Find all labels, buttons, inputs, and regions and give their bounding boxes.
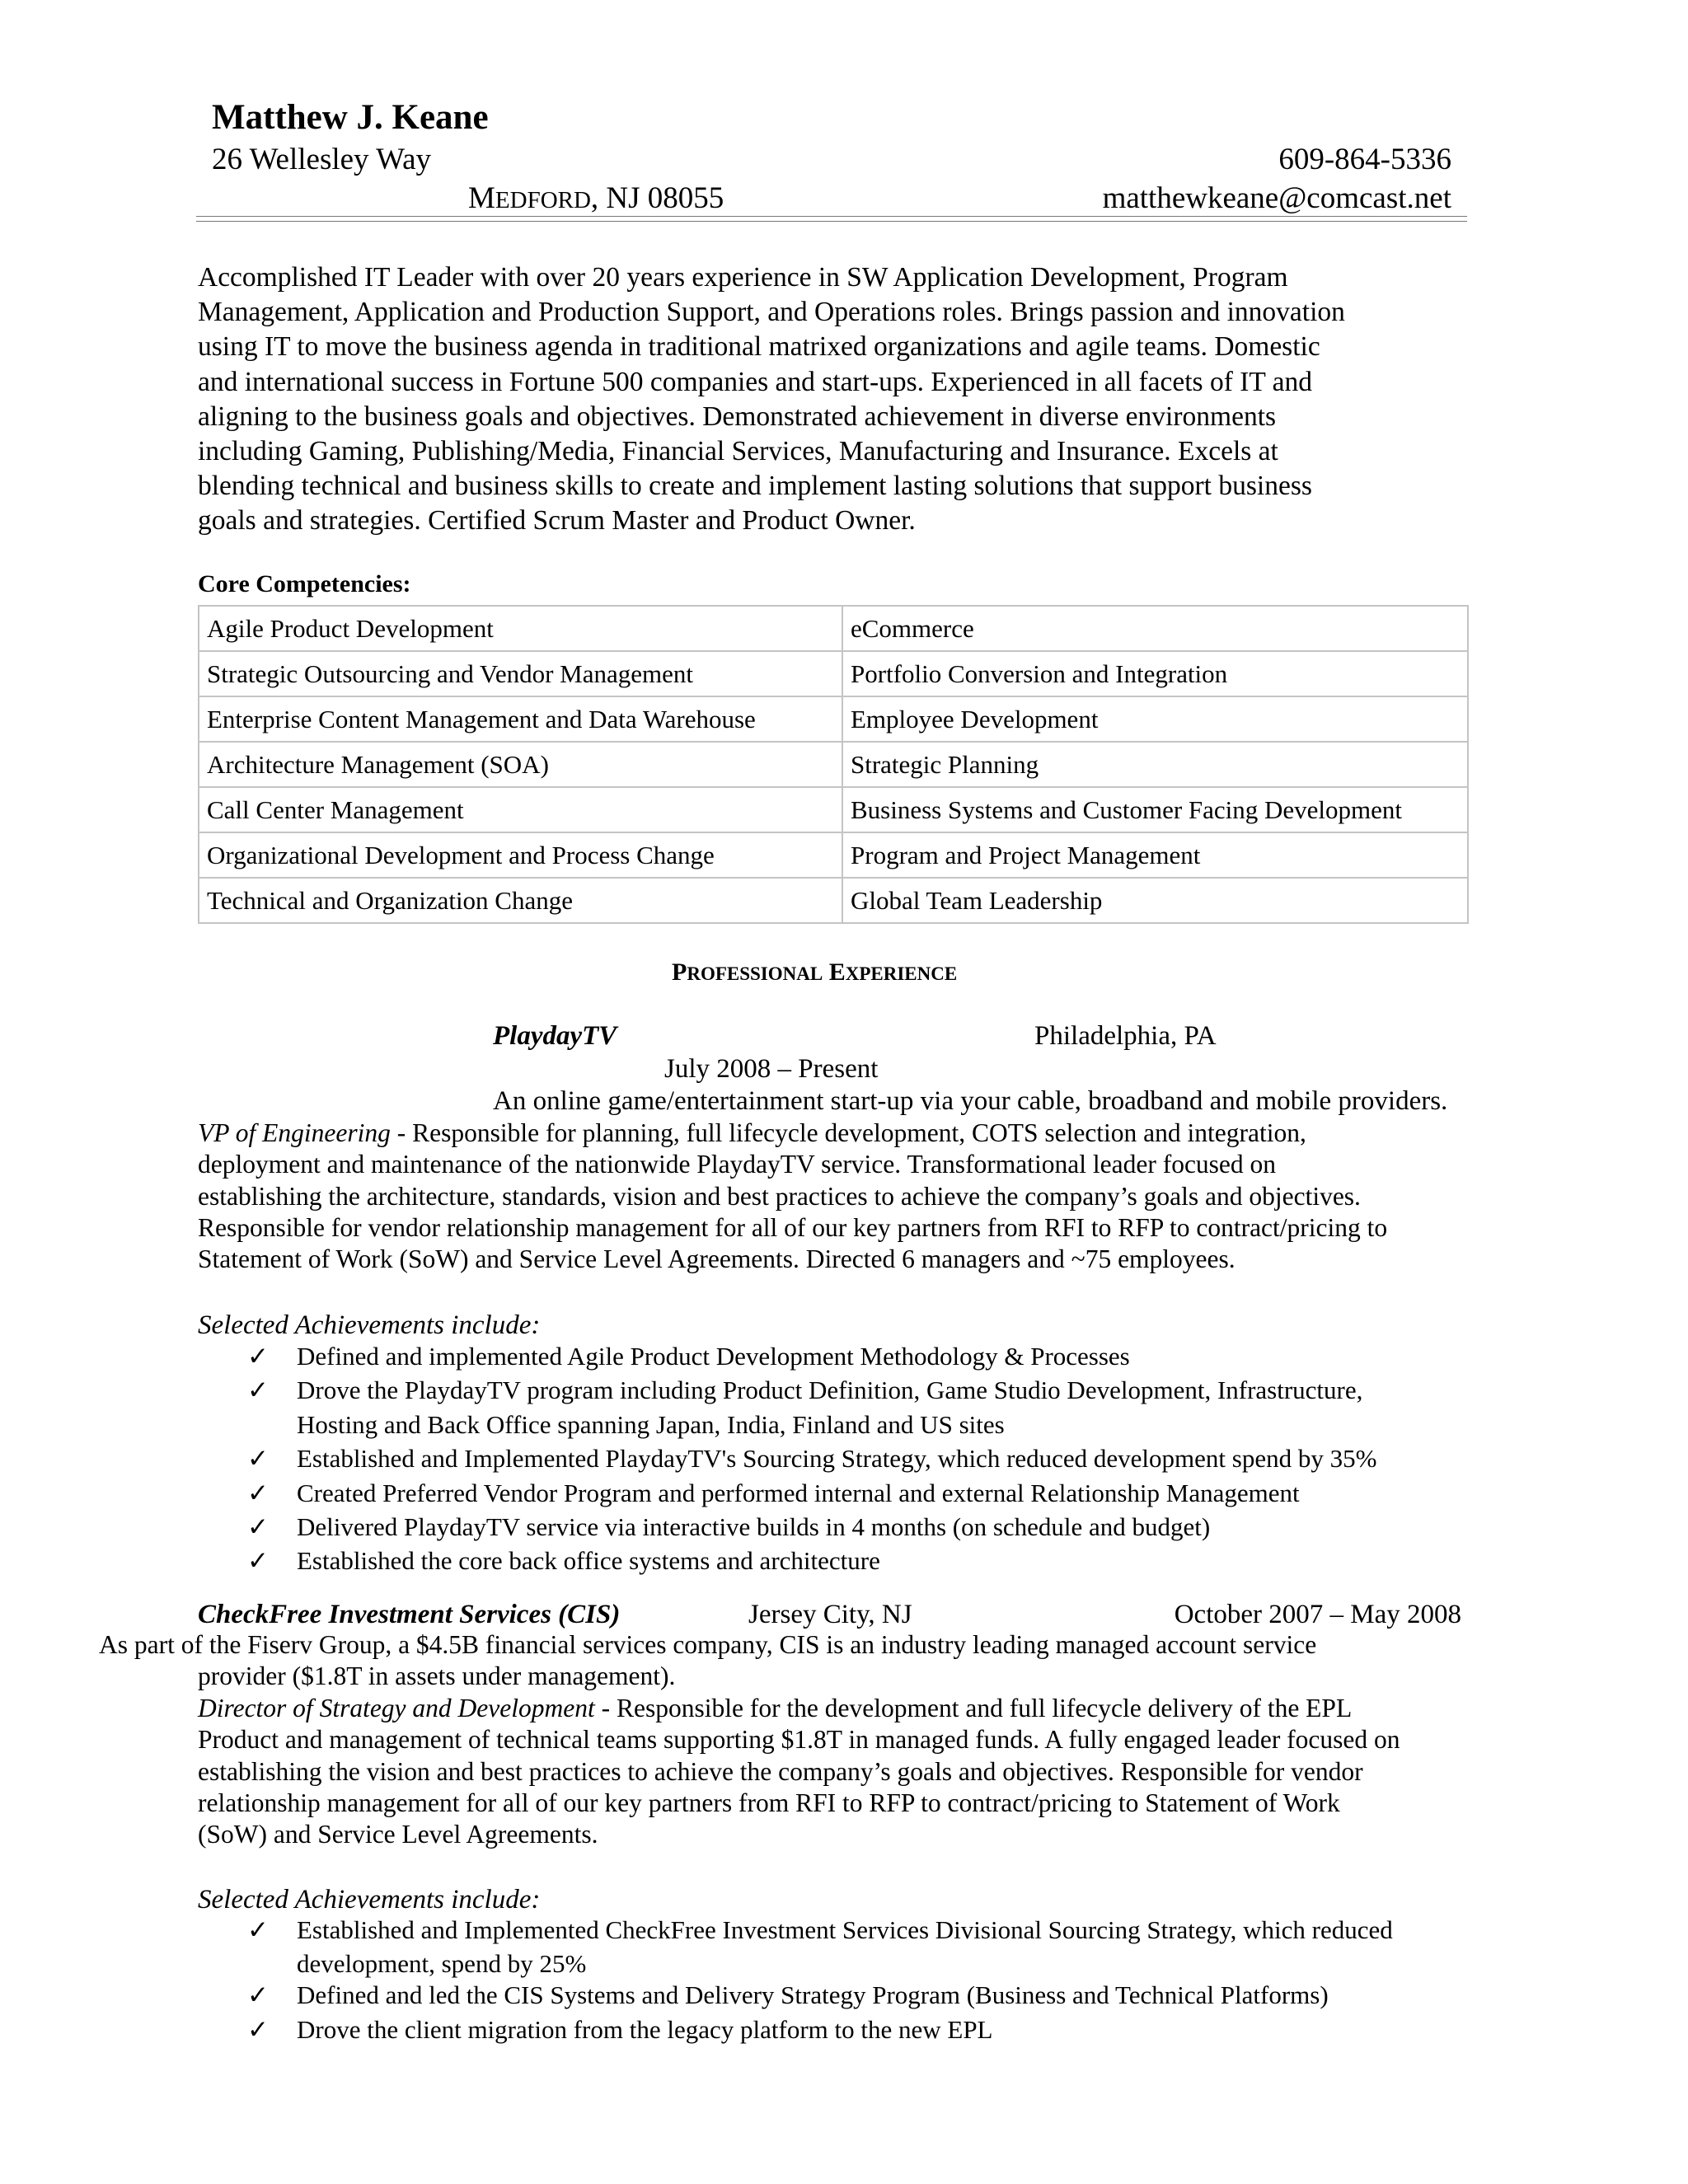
job-dates: July 2008 – Present <box>664 1054 879 1084</box>
check-icon: ✓ <box>247 1444 269 1474</box>
city-state-zip: MEDFORD, NJ 08055 <box>468 181 724 215</box>
check-icon: ✓ <box>247 1546 269 1576</box>
email-address: matthewkeane@comcast.net <box>1102 181 1451 215</box>
table-row <box>199 878 1468 923</box>
job-description: VP of Engineering - Responsible for planning, full lifecycle development, COTS selection and integration, deployment and maintenance of the nationwide PlaydayTV service. Transformational leader focused on establishing the architecture, standards, vision and best practices to achieve the company’s goals and objectives. Responsible for vendor relationship management for all of our key partners from RFI to RFP to contract/pricing to Statement of Work (SoW) and Service Level Agreements. Directed 6 managers and ~75 employees. <box>198 1118 1387 1275</box>
table-cell: Enterprise Content Management and Data Warehouse <box>199 696 842 742</box>
description-line: relationship management for all of our key partners from RFI to RFP to contract/pricing to Statement of Work <box>198 1788 1340 1817</box>
description-line: establishing the architecture, standards, vision and best practices to achieve the company’s goals and objectives. <box>198 1181 1361 1211</box>
summary-line: aligning to the business goals and objectives. Demonstrated achievement in diverse environments <box>198 401 1277 432</box>
table-row <box>199 651 1468 696</box>
street-address: 26 Wellesley Way <box>212 143 432 176</box>
table-cell: Architecture Management (SOA) <box>199 742 842 787</box>
job-location: Jersey City, NJ <box>748 1600 912 1629</box>
table-row <box>199 832 1468 878</box>
check-icon: ✓ <box>247 1478 269 1507</box>
list-item: ✓ Established and Implemented CheckFree Investment Services Divisional Sourcing Strategy, which reduced <box>247 1915 1393 1944</box>
summary-line: including Gaming, Publishing/Media, Financial Services, Manufacturing and Insurance. Excels at <box>198 435 1278 466</box>
summary-line: blending technical and business skills to create and implement lasting solutions that support business <box>198 471 1312 502</box>
description-line: Product and management of technical teams supporting $1.8T in managed funds. A fully engaged leader focused on <box>198 1725 1400 1755</box>
competencies-table <box>198 605 1469 924</box>
job-dates: October 2007 – May 2008 <box>1174 1600 1461 1629</box>
achievements-list <box>247 1342 1484 1581</box>
table-row <box>199 696 1468 742</box>
intro-line: provider ($1.8T in assets under management). <box>198 1661 676 1691</box>
job-description: Director of Strategy and Development - Responsible for the development and full lifecycle delivery of the EPL Product and management of technical teams supporting $1.8T in managed funds. A fully engaged leader focused on establishing the vision and best practices to achieve the company’s goals and objectives. Responsible for vendor relationship management for all of our key partners from RFI to RFP to contract/pricing to Statement of Work (SoW) and Service Level Agreements. <box>198 1693 1400 1850</box>
header-divider <box>196 216 1467 222</box>
summary-line: Accomplished IT Leader with over 20 years experience in SW Application Development, Program <box>198 262 1288 293</box>
table-cell: Call Center Management <box>199 787 842 832</box>
summary-line: Management, Application and Production Support, and Operations roles. Brings passion and innovation <box>198 297 1345 328</box>
table-row <box>199 787 1468 832</box>
list-item: ✓ Defined and led the CIS Systems and Delivery Strategy Program (Business and Technical Platforms) <box>247 1980 1329 2010</box>
summary-paragraph <box>198 260 1484 539</box>
job-title: VP of Engineering <box>198 1118 391 1147</box>
competencies-heading: Core Competencies: <box>198 570 411 598</box>
table-cell: Program and Project Management <box>842 832 1468 878</box>
list-item: ✓ Established and Implemented PlaydayTV's Sourcing Strategy, which reduced development spend by 35% <box>247 1444 1377 1474</box>
table-cell: Employee Development <box>842 696 1468 742</box>
job-company: CheckFree Investment Services (CIS) <box>198 1600 621 1629</box>
check-icon: ✓ <box>247 1376 269 1405</box>
candidate-name: Matthew J. Keane <box>212 98 489 137</box>
description-line: establishing the vision and best practices to achieve the company’s goals and objectives. Responsible for vendor <box>198 1756 1363 1786</box>
list-item: ✓ Drove the PlaydayTV program including Product Definition, Game Studio Development, Infrastructure, <box>247 1376 1363 1405</box>
summary-line: using IT to move the business agenda in traditional matrixed organizations and agile teams. Domestic <box>198 331 1320 363</box>
job-location: Philadelphia, PA <box>1034 1021 1217 1051</box>
list-item: ✓ Established the core back office systems and architecture <box>247 1546 880 1576</box>
list-item-continued: development, spend by 25% <box>297 1949 587 1979</box>
list-item: ✓ Drove the client migration from the legacy platform to the new EPL <box>247 2014 993 2044</box>
list-item: ✓ Created Preferred Vendor Program and performed internal and external Relationship Management <box>247 1478 1300 1507</box>
list-item: ✓ Delivered PlaydayTV service via interactive builds in 4 months (on schedule and budget) <box>247 1511 1211 1541</box>
job-intro <box>0 1629 1316 1693</box>
table-row <box>199 742 1468 787</box>
table-cell: Strategic Outsourcing and Vendor Management <box>199 651 842 696</box>
description-line: (SoW) and Service Level Agreements. <box>198 1820 598 1849</box>
job-title: Director of Strategy and Development <box>198 1694 595 1722</box>
table-cell: Technical and Organization Change <box>199 878 842 923</box>
table-cell: Agile Product Development <box>199 606 842 651</box>
table-cell: Strategic Planning <box>842 742 1468 787</box>
achievements-label: Selected Achievements include: <box>198 1310 541 1340</box>
job-company: PlaydayTV <box>493 1021 617 1051</box>
table-cell: Organizational Development and Process Change <box>199 832 842 878</box>
description-line: deployment and maintenance of the nationwide PlaydayTV service. Transformational leader focused on <box>198 1150 1277 1179</box>
experience-heading: PROFESSIONAL EXPERIENCE <box>672 958 958 986</box>
achievements-list <box>247 1915 1484 2049</box>
check-icon: ✓ <box>247 1980 269 2010</box>
check-icon: ✓ <box>247 2014 269 2044</box>
check-icon: ✓ <box>247 1511 269 1541</box>
table-row <box>199 606 1468 651</box>
list-item: ✓ Defined and implemented Agile Product Development Methodology & Processes <box>247 1342 1130 1371</box>
job-intro: An online game/entertainment start-up via your cable, broadband and mobile providers. <box>493 1086 1448 1116</box>
summary-line: goals and strategies. Certified Scrum Master and Product Owner. <box>198 505 916 537</box>
table-cell: Portfolio Conversion and Integration <box>842 651 1468 696</box>
check-icon: ✓ <box>247 1915 269 1944</box>
table-cell: eCommerce <box>842 606 1468 651</box>
description-line: Statement of Work (SoW) and Service Level Agreements. Directed 6 managers and ~75 employees. <box>198 1244 1236 1274</box>
table-cell: Business Systems and Customer Facing Development <box>842 787 1468 832</box>
achievements-label: Selected Achievements include: <box>198 1885 541 1915</box>
list-item-continued: Hosting and Back Office spanning Japan, India, Finland and US sites <box>297 1409 1005 1439</box>
description-line: Responsible for vendor relationship management for all of our key partners from RFI to RFP to contract/pricing to <box>198 1212 1388 1242</box>
check-icon: ✓ <box>247 1342 269 1371</box>
summary-line: and international success in Fortune 500 companies and start-ups. Experienced in all facets of IT and <box>198 366 1312 397</box>
phone-number: 609-864-5336 <box>1278 143 1451 176</box>
intro-line: As part of the Fiserv Group, a $4.5B financial services company, CIS is an industry leading managed account service <box>99 1630 1317 1659</box>
table-cell: Global Team Leadership <box>842 878 1468 923</box>
